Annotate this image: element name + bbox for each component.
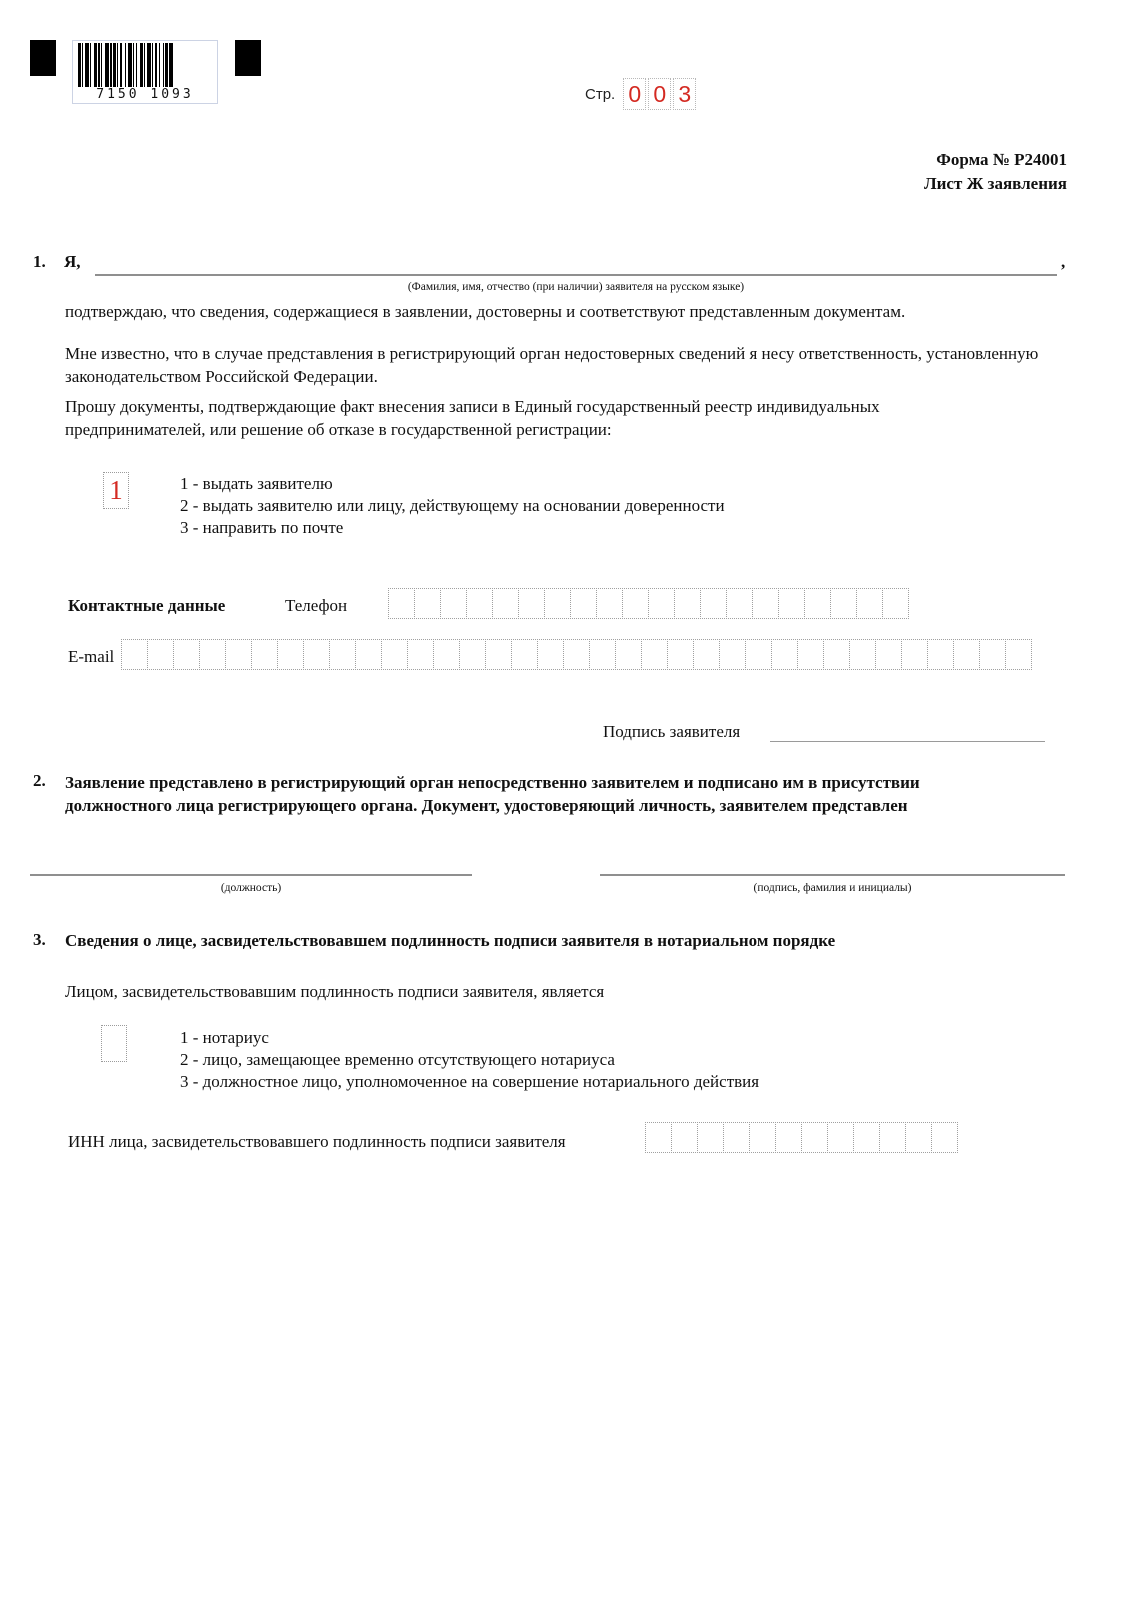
- char-cell[interactable]: [953, 639, 980, 670]
- witness-option-2: 2 - лицо, замещающее временно отсутствующего нотариуса: [180, 1050, 615, 1069]
- section-3-title: Сведения о лице, засвидетельствовавшем подлинность подписи заявителя в нотариальном порядке: [65, 931, 836, 950]
- official-position-field[interactable]: [30, 854, 472, 876]
- char-cell[interactable]: [303, 639, 330, 670]
- char-cell[interactable]: [927, 639, 954, 670]
- form-sheet: Лист Ж заявления: [923, 174, 1067, 193]
- delivery-option-1: 1 - выдать заявителю: [180, 474, 333, 493]
- char-cell[interactable]: [979, 639, 1006, 670]
- char-cell[interactable]: [879, 1122, 906, 1153]
- char-cell[interactable]: [882, 588, 909, 619]
- char-cell[interactable]: [801, 1122, 828, 1153]
- page-number: [585, 78, 698, 110]
- char-cell[interactable]: [901, 639, 928, 670]
- phone-label: Телефон: [285, 596, 348, 615]
- char-cell[interactable]: [570, 588, 597, 619]
- char-cell[interactable]: [804, 588, 831, 619]
- witness-options: [180, 1027, 759, 1093]
- delivery-options: [180, 473, 725, 539]
- inn-input-cells[interactable]: [645, 1122, 957, 1153]
- char-cell[interactable]: [251, 639, 278, 670]
- delivery-option-2: 2 - выдать заявителю или лицу, действующему на основании доверенности: [180, 496, 725, 515]
- char-cell[interactable]: [1005, 639, 1032, 670]
- email-label: E-mail: [68, 647, 115, 666]
- char-cell[interactable]: [277, 639, 304, 670]
- section-2-number: 2.: [33, 771, 46, 790]
- char-cell[interactable]: [827, 1122, 854, 1153]
- char-cell[interactable]: [648, 588, 675, 619]
- section-1-number: 1.: [33, 252, 46, 271]
- char-cell[interactable]: [622, 588, 649, 619]
- witness-option-3: 3 - должностное лицо, уполномоченное на совершение нотариального действия: [180, 1072, 760, 1091]
- form-title: [924, 148, 1067, 196]
- delivery-method-checkbox[interactable]: 1: [103, 472, 129, 509]
- email-input-cells[interactable]: [121, 639, 1031, 670]
- section-3-number: 3.: [33, 930, 46, 949]
- applicant-signature-field[interactable]: [770, 722, 1045, 742]
- section-1-lead: Я,: [64, 252, 81, 271]
- char-cell[interactable]: [667, 639, 694, 670]
- char-cell[interactable]: [856, 588, 883, 619]
- char-cell[interactable]: [875, 639, 902, 670]
- barcode-digits: 7150 1093: [73, 87, 217, 102]
- request-paragraph: Прошу документы, подтверждающие факт внесения записи в Единый государственный реестр индивидуальных предпринимателей, или решение об отказе в государственной регистрации:: [65, 397, 880, 439]
- char-cell[interactable]: [700, 588, 727, 619]
- char-cell[interactable]: [355, 639, 382, 670]
- char-cell[interactable]: [518, 588, 545, 619]
- delivery-option-3: 3 - направить по почте: [180, 518, 344, 537]
- char-cell[interactable]: [433, 639, 460, 670]
- barcode-bars: [73, 41, 217, 89]
- witness-type-checkbox[interactable]: [101, 1025, 127, 1062]
- applicant-signature-label: Подпись заявителя: [603, 722, 741, 741]
- char-cell[interactable]: [388, 588, 415, 619]
- char-cell[interactable]: [485, 639, 512, 670]
- char-cell[interactable]: [674, 588, 701, 619]
- char-cell[interactable]: [615, 639, 642, 670]
- char-cell[interactable]: [778, 588, 805, 619]
- char-cell[interactable]: [719, 639, 746, 670]
- char-cell[interactable]: [329, 639, 356, 670]
- char-cell[interactable]: [537, 639, 564, 670]
- witness-intro: Лицом, засвидетельствовавшим подлинность подписи заявителя, является: [65, 982, 605, 1001]
- contacts-label: Контактные данные: [68, 596, 226, 615]
- page-number-digit: 3: [673, 78, 696, 110]
- section-2-text: Заявление представлено в регистрирующий орган непосредственно заявителем и подписано им в присутствии должностного лица регистрирующего органа. Документ, удостоверяющий личность, заявителем представлен: [65, 773, 920, 815]
- char-cell[interactable]: [771, 639, 798, 670]
- char-cell[interactable]: [121, 639, 148, 670]
- char-cell[interactable]: [905, 1122, 932, 1153]
- barcode: [72, 40, 218, 104]
- char-cell[interactable]: [931, 1122, 958, 1153]
- char-cell[interactable]: [797, 639, 824, 670]
- registration-mark-right: [235, 40, 261, 76]
- form-number: Форма № Р24001: [936, 150, 1067, 169]
- char-cell[interactable]: [414, 588, 441, 619]
- trailing-comma: ,: [1061, 252, 1066, 271]
- char-cell[interactable]: [563, 639, 590, 670]
- page-number-label: Стр.: [585, 85, 616, 103]
- char-cell[interactable]: [596, 588, 623, 619]
- char-cell[interactable]: [459, 639, 486, 670]
- aware-paragraph: Мне известно, что в случае представления в регистрирующий орган недостоверных сведений я несу ответственность, установленную законодательством Российской Федерации.: [65, 344, 1039, 386]
- char-cell[interactable]: [544, 588, 571, 619]
- char-cell[interactable]: [726, 588, 753, 619]
- char-cell[interactable]: [440, 588, 467, 619]
- char-cell[interactable]: [745, 639, 772, 670]
- char-cell[interactable]: [641, 639, 668, 670]
- char-cell[interactable]: [830, 588, 857, 619]
- char-cell[interactable]: [823, 639, 850, 670]
- char-cell[interactable]: [511, 639, 538, 670]
- char-cell[interactable]: [407, 639, 434, 670]
- witness-option-1: 1 - нотариус: [180, 1028, 269, 1047]
- char-cell[interactable]: [173, 639, 200, 670]
- char-cell[interactable]: [199, 639, 226, 670]
- char-cell[interactable]: [752, 588, 779, 619]
- position-caption: (должность): [220, 882, 282, 894]
- char-cell[interactable]: [723, 1122, 750, 1153]
- phone-input-cells[interactable]: [388, 588, 908, 619]
- signature-caption: (подпись, фамилия и инициалы): [753, 882, 912, 894]
- char-cell[interactable]: [693, 639, 720, 670]
- char-cell[interactable]: [749, 1122, 776, 1153]
- char-cell[interactable]: [645, 1122, 672, 1153]
- inn-label: ИНН лица, засвидетельствовавшего подлинность подписи заявителя: [68, 1132, 566, 1151]
- char-cell[interactable]: [225, 639, 252, 670]
- char-cell[interactable]: [849, 639, 876, 670]
- char-cell[interactable]: [466, 588, 493, 619]
- name-field-caption: (Фамилия, имя, отчество (при наличии) заявителя на русском языке): [407, 281, 745, 293]
- page-number-digit: 0: [623, 78, 646, 110]
- official-signature-field[interactable]: [600, 854, 1065, 876]
- char-cell[interactable]: [589, 639, 616, 670]
- page-number-digit: 0: [648, 78, 671, 110]
- applicant-name-field[interactable]: [95, 254, 1057, 276]
- char-cell[interactable]: [147, 639, 174, 670]
- char-cell[interactable]: [697, 1122, 724, 1153]
- confirm-paragraph: подтверждаю, что сведения, содержащиеся в заявлении, достоверны и соответствуют представленным документам.: [65, 302, 906, 321]
- registration-mark-left: [30, 40, 56, 76]
- char-cell[interactable]: [492, 588, 519, 619]
- char-cell[interactable]: [775, 1122, 802, 1153]
- char-cell[interactable]: [853, 1122, 880, 1153]
- char-cell[interactable]: [381, 639, 408, 670]
- char-cell[interactable]: [671, 1122, 698, 1153]
